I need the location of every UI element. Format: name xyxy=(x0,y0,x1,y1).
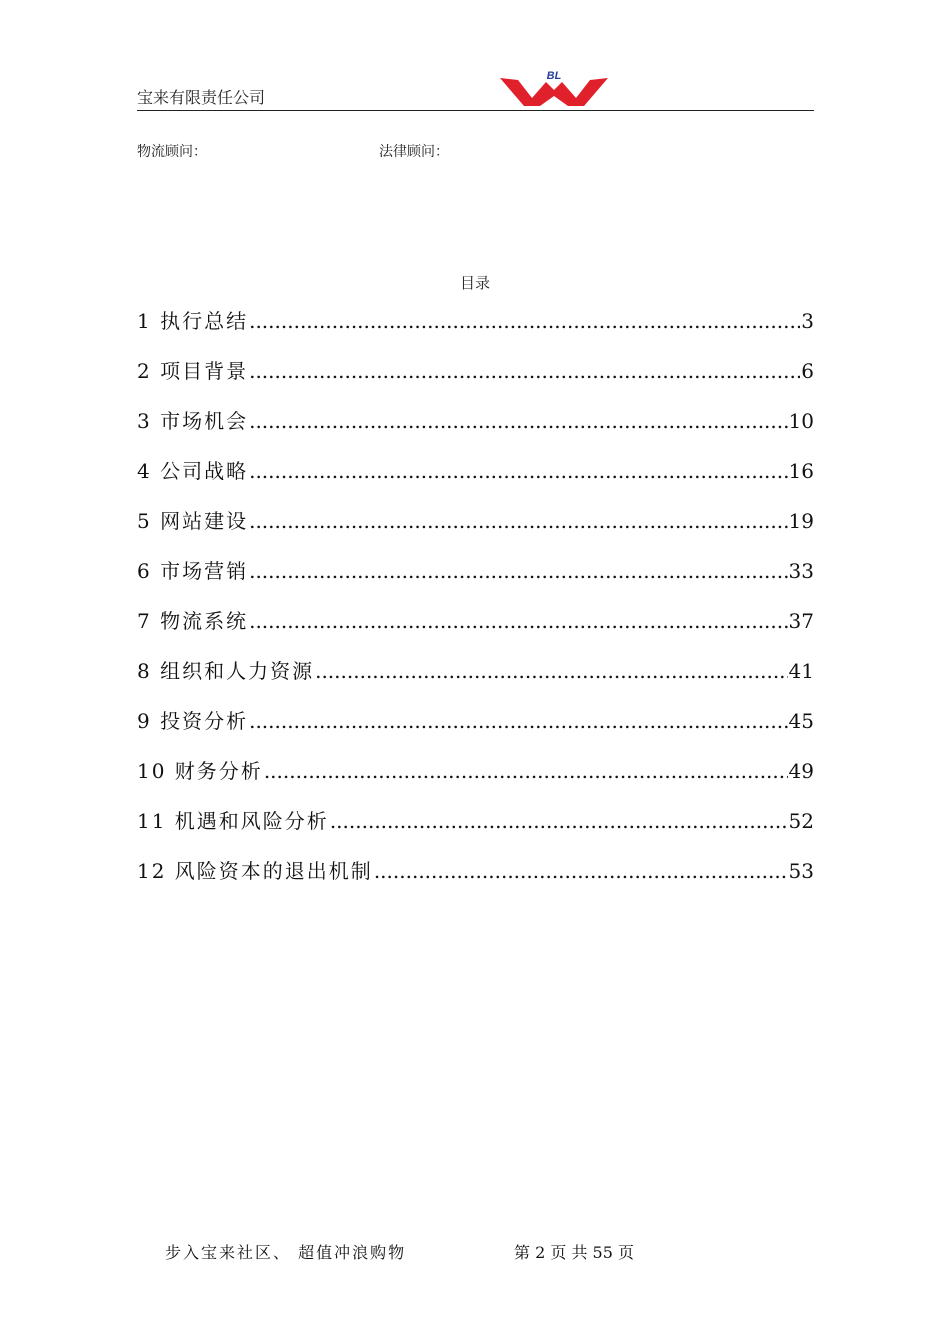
toc-entry-label: 4 公司战略 xyxy=(137,459,249,483)
toc-entry-label: 3 市场机会 xyxy=(137,409,249,433)
toc-entry[interactable] xyxy=(137,556,814,606)
toc-title: 目录 xyxy=(459,274,490,292)
toc-entry-label: 10 财务分析 xyxy=(137,759,263,783)
toc-dot-leader xyxy=(249,456,787,486)
toc-entry-page: 45 xyxy=(788,709,814,733)
toc-entry[interactable] xyxy=(137,506,814,556)
footer-page-info: 第 2 页 共 55 页 xyxy=(514,1243,634,1262)
toc-entry[interactable] xyxy=(137,306,814,356)
toc-entry-page: 33 xyxy=(788,559,814,583)
logo-text: BL xyxy=(546,70,562,82)
toc-entry-page: 19 xyxy=(788,509,814,533)
toc-entry[interactable] xyxy=(137,856,814,906)
toc-dot-leader xyxy=(249,406,787,436)
toc-entry-page: 41 xyxy=(788,659,814,683)
toc-entry[interactable] xyxy=(137,656,814,706)
toc-entry-label: 8 组织和人力资源 xyxy=(137,659,315,683)
toc-entry[interactable] xyxy=(137,606,814,656)
toc-entry-page: 37 xyxy=(788,609,814,633)
toc-entry-label: 5 网站建设 xyxy=(137,509,249,533)
toc-dot-leader xyxy=(264,756,788,786)
company-name: 宝来有限责任公司 xyxy=(137,88,266,107)
toc-entry[interactable] xyxy=(137,356,814,406)
toc-dot-leader xyxy=(249,506,787,536)
consultants-line xyxy=(137,141,814,161)
page-footer xyxy=(0,1240,950,1264)
toc-dot-leader xyxy=(249,706,787,736)
toc-entry-label: 1 执行总结 xyxy=(137,309,249,333)
logo-mark xyxy=(500,78,608,106)
toc-entry-page: 16 xyxy=(788,459,814,483)
toc-entry-page: 6 xyxy=(801,359,814,383)
toc-dot-leader xyxy=(249,556,787,586)
page-header xyxy=(137,70,814,111)
toc-entry-label: 9 投资分析 xyxy=(137,709,249,733)
table-of-contents xyxy=(137,306,814,906)
toc-entry[interactable] xyxy=(137,806,814,856)
toc-entry[interactable] xyxy=(137,706,814,756)
footer-slogan: 步入宝来社区、 超值冲浪购物 xyxy=(165,1243,407,1262)
company-logo xyxy=(498,70,610,108)
toc-dot-leader xyxy=(249,606,787,636)
toc-dot-leader xyxy=(315,656,787,686)
legal-consultant-label: 法律顾问： xyxy=(379,144,449,160)
toc-entry-page: 53 xyxy=(788,859,814,883)
toc-dot-leader xyxy=(249,356,800,386)
toc-entry-label: 6 市场营销 xyxy=(137,559,249,583)
toc-dot-leader xyxy=(249,306,800,336)
toc-entry-page: 49 xyxy=(788,759,814,783)
toc-entry-page: 3 xyxy=(801,309,814,333)
logistics-consultant-label: 物流顾问： xyxy=(137,144,207,160)
toc-entry-label: 12 风险资本的退出机制 xyxy=(137,859,373,883)
toc-entry[interactable] xyxy=(137,406,814,456)
toc-dot-leader xyxy=(374,856,788,886)
toc-dot-leader xyxy=(330,806,788,836)
toc-entry-page: 10 xyxy=(788,409,814,433)
toc-entry-page: 52 xyxy=(788,809,814,833)
toc-entry-label: 11 机遇和风险分析 xyxy=(137,809,329,833)
toc-entry-label: 7 物流系统 xyxy=(137,609,249,633)
toc-entry[interactable] xyxy=(137,456,814,506)
toc-entry[interactable] xyxy=(137,756,814,806)
toc-entry-label: 2 项目背景 xyxy=(137,359,249,383)
